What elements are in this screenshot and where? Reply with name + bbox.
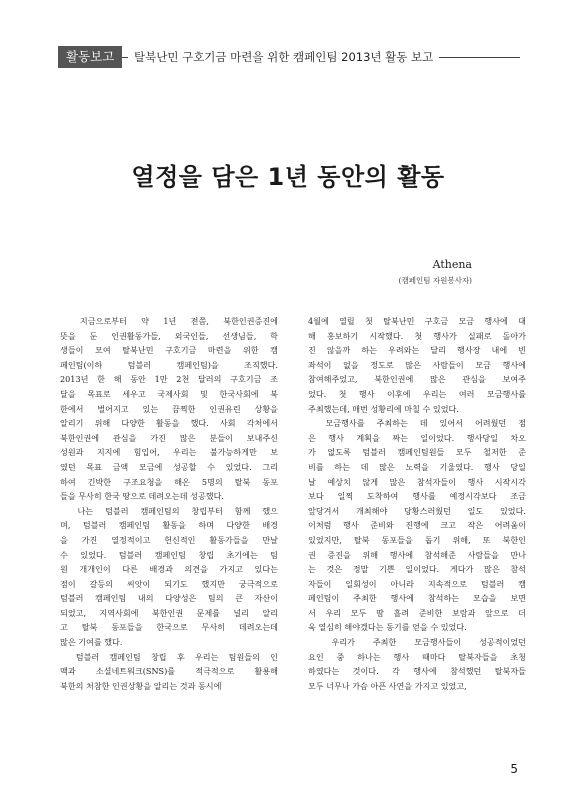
- text-line: 텀블러 캠페인팀 창립 후 우리는 팀원들의 인: [60, 651, 278, 662]
- text-line: 2013년 한 해 동안 1만 2천 달러의 구호기금 조: [60, 374, 278, 385]
- text-line: 되었고, 지역사회에 북한인권 문제를 널리 알리: [60, 607, 278, 618]
- left-column: [60, 314, 278, 693]
- text-line: 우리가 주최한 모금행사들이 성공적이었던: [308, 637, 526, 648]
- text-line: 북한의 처참한 인권상황을 알리는 것과 동시에: [60, 680, 222, 691]
- text-line: 가 없도록 텀블러 캠페인팀원들 모두 철저한 준: [308, 447, 526, 458]
- author-role: (캠페인팀 자원봉사자): [398, 276, 472, 285]
- text-line: 욱 열심히 해야겠다는 동기를 얻을 수 있었다.: [308, 622, 467, 633]
- text-line: 며, 텀블러 캠페인팀 활동을 하며 다양한 배경: [60, 520, 278, 531]
- text-line: 였던 목표 금액 모금에 성공할 수 있었다. 그리: [60, 461, 278, 472]
- text-line: 날 예상치 않게 많은 참석자들이 행사 시작시각: [308, 476, 526, 487]
- text-line: 었다. 첫 행사 이후에 우리는 여러 모금행사를: [308, 388, 526, 399]
- author-block: [399, 258, 472, 286]
- text-line: 서 우리 모두 땀 흘려 준비한 보람과 앞으로 더: [308, 607, 526, 618]
- text-line: 은 행사 계획을 짜는 일이었다. 행사당일 차오: [308, 432, 526, 443]
- right-column: [308, 314, 526, 693]
- section-title: 탈북난민 구호기금 마련을 위한 캠페인팀 2013년 활동 보고: [128, 46, 439, 68]
- section-badge: 활동보고: [58, 46, 122, 68]
- text-line: 좌석이 없을 정도로 많은 사람들이 모금 행사에: [308, 359, 526, 370]
- text-line: 많은 기여를 했다.: [60, 637, 123, 648]
- text-line: 하였다는 것이다. 각 행사에 참석했던 탈북자들: [308, 666, 526, 677]
- text-line: 북한인권에 관심을 가진 많은 분들이 보내주신: [60, 432, 278, 443]
- text-line: 뜻을 둔 인권활동가들, 외국인들, 선생님들, 학: [60, 330, 278, 341]
- text-line: 들을 무사히 한국 땅으로 데려오는데 성공했다.: [60, 491, 224, 502]
- text-line: 한에서 벌어지고 있는 끔찍한 인권유린 상황을: [60, 403, 278, 414]
- text-line: 는 것은 정말 기쁜 일이었다. 게다가 많은 참석: [308, 564, 526, 575]
- text-line: 모두 너무나 가슴 아픈 사연을 가지고 있었고,: [308, 680, 467, 691]
- text-line: 점이 갈등의 씨앗이 되기도 했지만 궁극적으로: [60, 578, 278, 589]
- text-line: 달을 목표로 세우고 국제사회 및 한국사회에 북: [60, 388, 278, 399]
- text-line: 요인 중 하나는 행사 때마다 탈북자들을 초청: [308, 651, 526, 662]
- text-line: 하여 긴박한 구조요청을 해온 5명의 탈북 동포: [60, 476, 278, 487]
- text-line: 주최했는데, 매번 성황리에 마칠 수 있었다.: [308, 403, 459, 414]
- text-line: 페인팀이 주최한 행사에 참석하는 모습을 보면: [308, 593, 526, 604]
- page-number: 5: [510, 762, 518, 776]
- text-line: 앞당겨서 개최해야 당황스러웠던 일도 있었다.: [308, 505, 526, 516]
- section-header: [58, 46, 520, 68]
- text-line: 수 있었다. 텀블러 캠페인팀 창립 초기에는 팀: [60, 549, 278, 560]
- author-name: Athena: [432, 258, 472, 271]
- text-line: 텀블러 캠페인팀 내의 다양성은 팀의 큰 자산이: [60, 593, 278, 604]
- text-line: 진 않을까 하는 우려와는 달리 행사장 내에 빈: [308, 345, 526, 356]
- text-line: 있었지만, 탈북 동포들을 돕기 위해, 또 북한인: [308, 534, 526, 545]
- text-line: 알리기 위해 다양한 활동을 했다. 사회 각처에서: [60, 418, 278, 429]
- text-line: 자들이 일회성이 아니라 지속적으로 텀블러 캠: [308, 578, 526, 589]
- text-line: 나는 텀블러 캠페인팀의 창립부터 함께 했으: [60, 505, 278, 516]
- text-line: 고 탈북 동포들을 한국으로 무사히 데려오는데: [60, 622, 278, 633]
- text-line: 성원과 지지에 힘입어, 우리는 불가능하게만 보: [60, 447, 278, 458]
- text-line: 지금으로부터 약 1년 전쯤, 북한인권증진에: [60, 316, 278, 326]
- text-line: 원 개개인이 다른 배경과 의견을 가지고 있다는: [60, 564, 278, 575]
- text-line: 비를 하는 데 많은 노력을 기울였다. 행사 당일: [308, 461, 526, 472]
- text-line: 모금행사를 주최하는 데 있어서 어려웠던 점: [308, 418, 526, 429]
- text-line: 권 증진을 위해 행사에 참석해준 사람들을 만나: [308, 549, 526, 560]
- text-line: 을 가진 열정적이고 헌신적인 활동가들을 만날: [60, 534, 278, 545]
- text-line: 이처럼 행사 준비와 진행에 크고 작은 어려움이: [308, 520, 526, 531]
- text-line: 페인팀(이하 텀블러 캠페인팀)을 조직했다.: [60, 359, 278, 370]
- article-title: 열정을 담은 1년 동안의 활동: [131, 163, 445, 191]
- text-line: 참여해주었고, 북한인권에 많은 관심을 보여주: [308, 374, 526, 385]
- text-line: 해 홍보하기 시작했다. 첫 행사가 실패로 돌아가: [308, 330, 526, 341]
- text-line: 보다 일찍 도착하여 행사를 예정시각보다 조금: [308, 491, 526, 502]
- text-line: 맥과 소셜네트워크(SNS)를 적극적으로 활용해: [60, 666, 278, 677]
- text-line: 생들이 모여 탈북난민 구호기금 마련을 위한 캠: [60, 345, 278, 356]
- text-line: 4월에 열릴 첫 탈북난민 구호금 모금 행사에 대: [308, 316, 526, 326]
